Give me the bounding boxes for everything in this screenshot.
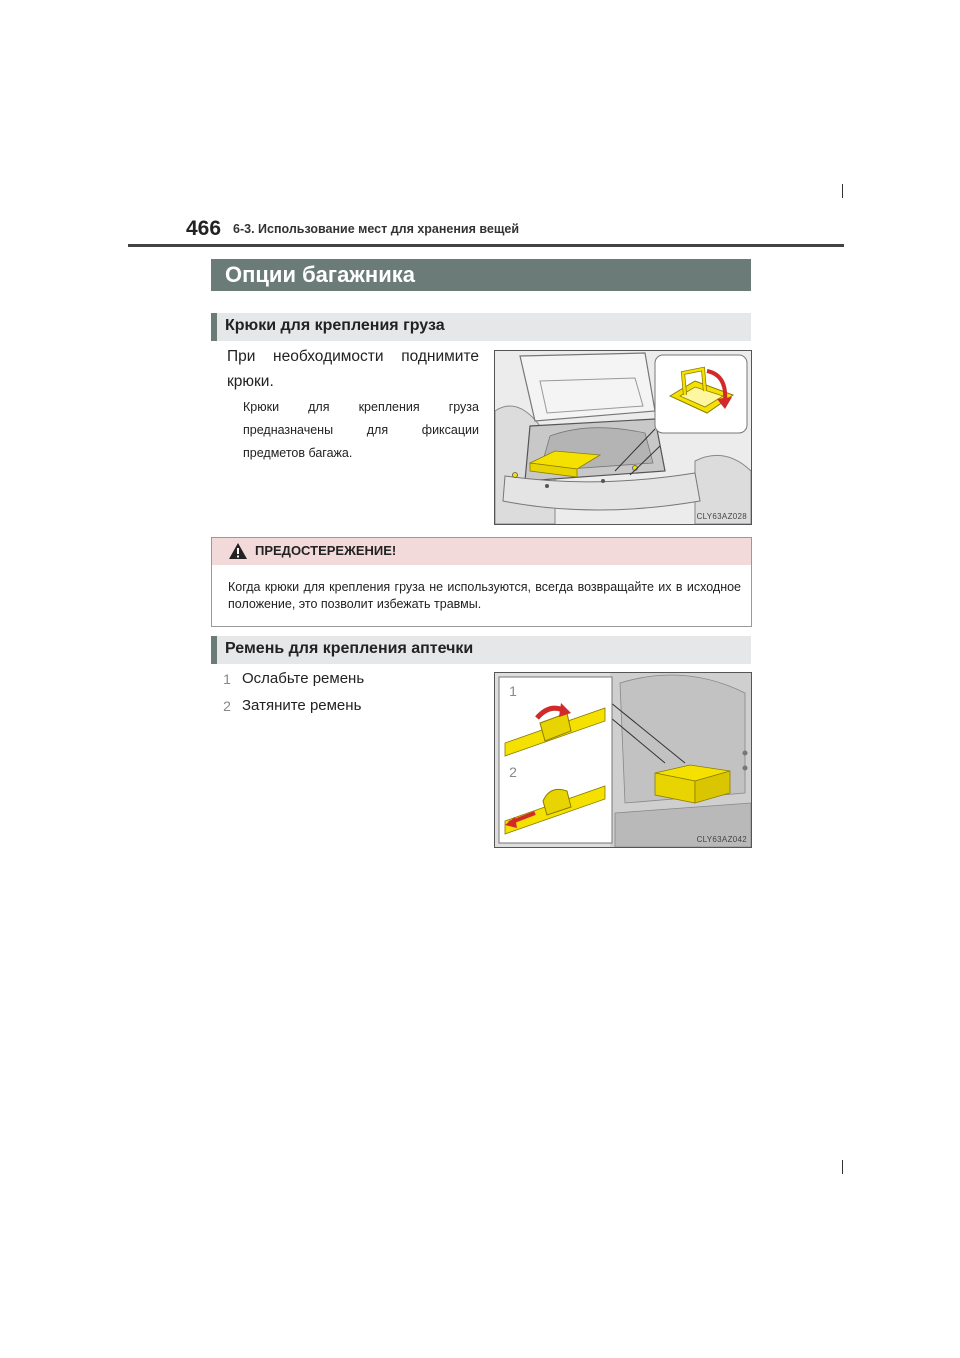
step-number-2: 2: [223, 698, 231, 714]
heading-accent: [211, 636, 217, 664]
cargo-hooks-note: Крюки для крепления груза предназначены для фиксации предметов багажа.: [243, 400, 479, 460]
first-aid-strap-figure: [494, 672, 752, 848]
figure-code: CLY63AZ042: [696, 835, 747, 844]
main-title: Опции багажника: [225, 262, 415, 287]
warning-title: ПРЕДОСТЕРЕЖЕНИЕ!: [255, 543, 397, 558]
trunk-illustration: [495, 351, 751, 524]
cargo-hooks-heading: Крюки для крепления груза: [225, 317, 445, 334]
cargo-hooks-heading-bar: [211, 313, 751, 341]
warning-text: Когда крюки для крепления груза не используются, всегда возвращайте их в исходное положение, это позволит избежать травмы.: [228, 580, 741, 611]
step-label-1: Ослабьте ремень: [242, 670, 365, 687]
cargo-hooks-instruction: При необходимости поднимите крюки.: [227, 348, 479, 390]
main-title-bar: [211, 259, 751, 291]
section-path: 6-3. Использование мест для хранения вещей: [233, 222, 520, 236]
figure-step-2: 2: [509, 764, 517, 780]
page-number: 466: [186, 217, 222, 240]
crop-mark-bottom: [842, 1160, 843, 1174]
warning-header: [212, 538, 751, 565]
figure-code: CLY63AZ028: [696, 512, 747, 521]
warning-triangle-icon: [228, 542, 248, 560]
heading-accent: [211, 313, 217, 341]
warning-box: [211, 537, 752, 627]
first-aid-strap-heading: Ремень для крепления аптечки: [225, 640, 474, 657]
strap-illustration: [495, 673, 751, 847]
figure-step-1: 1: [509, 683, 517, 699]
cargo-hooks-figure: [494, 350, 752, 525]
crop-mark-top: [842, 184, 843, 198]
step-label-2: Затяните ремень: [242, 697, 362, 714]
header-rule: [128, 244, 844, 247]
first-aid-strap-heading-bar: [211, 636, 751, 664]
step-number-1: 1: [223, 671, 231, 687]
